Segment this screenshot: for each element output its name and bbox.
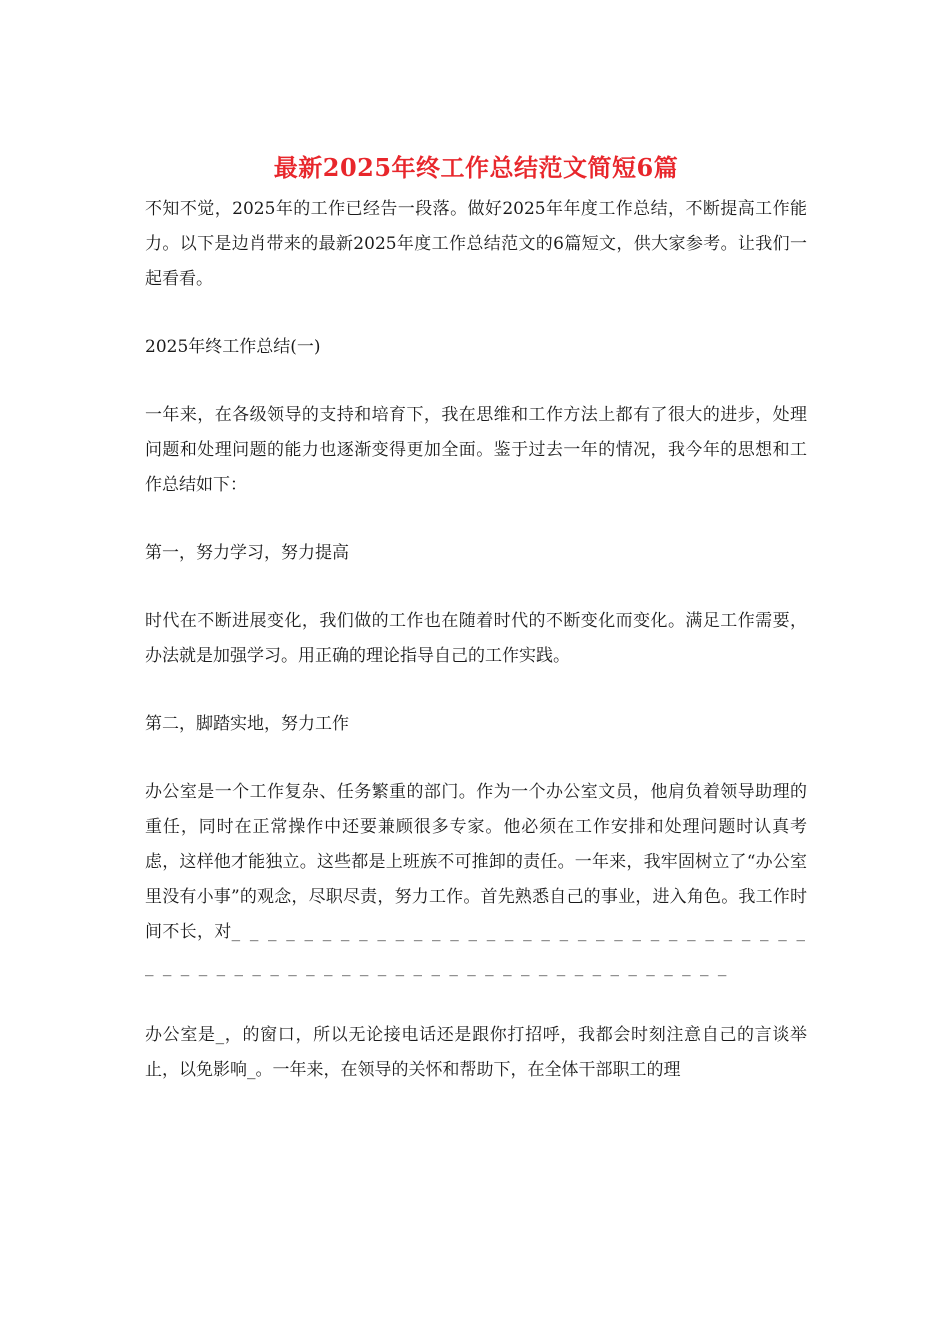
document-page	[145, 150, 807, 1088]
section-heading: 2025年终工作总结(一)	[145, 337, 321, 357]
paragraph-3-text: 办公室是一个工作复杂、任务繁重的部门。作为一个办公室文员，他肩负着领导助理的重任，同时在正常操作中还要兼顾很多专家。他必须在工作安排和处理问题时认真考虑，这样他才能独立。这些都是上班族不可推卸的责任。一年来，我牢固树立了“办公室里没有小事”的观念，尽职尽责，努力工作。首先熟悉自己的事业，进入角色。我工作时间不长，对	[145, 782, 807, 942]
paragraph-1: 一年来，在各级领导的支持和培育下，我在思维和工作方法上都有了很大的进步，处理问题和处理问题的能力也逐渐变得更加全面。鉴于过去一年的情况，我今年的思想和工作总结如下：	[145, 405, 807, 495]
spacer	[145, 742, 807, 775]
spacer	[145, 674, 807, 707]
paragraph-4: 办公室是_，的窗口，所以无论接电话还是跟你打招呼，我都会时刻注意自己的言谈举止，以免影响_。一年来，在领导的关怀和帮助下，在全体干部职工的理	[145, 1025, 807, 1080]
point-2-heading: 第二，脚踏实地，努力工作	[145, 714, 349, 734]
spacer	[145, 503, 807, 536]
intro-paragraph: 不知不觉，2025年的工作已经告一段落。做好2025年年度工作总结，不断提高工作能力。以下是边肖带来的最新2025年度工作总结范文的6篇短文，供大家参考。让我们一起看看。	[145, 199, 807, 289]
paragraph-2: 时代在不断进展变化，我们做的工作也在随着时代的不断变化而变化。满足工作需要，办法就是加强学习。用正确的理论指导自己的工作实践。	[145, 611, 807, 666]
document-title: 最新2025年终工作总结范文简短6篇	[273, 153, 679, 182]
spacer	[145, 985, 807, 1018]
point-1-heading: 第一，努力学习，努力提高	[145, 543, 349, 563]
paragraph-3-blank: _ _ _ _ _ _ _ _ _ _ _ _ _ _ _ _ _ _ _ _ _ _ _ _ _ _ _ _ _ _ _ _ _ _ _ _ _ _ _ _ _ _ _ _ _ _ _ _ _ _ _ _ _ _ _ _ _ _ _ _ _ _ _ _ _	[145, 922, 807, 977]
spacer	[145, 365, 807, 398]
spacer	[145, 571, 807, 604]
spacer	[145, 297, 807, 330]
paragraph-3	[145, 775, 807, 985]
